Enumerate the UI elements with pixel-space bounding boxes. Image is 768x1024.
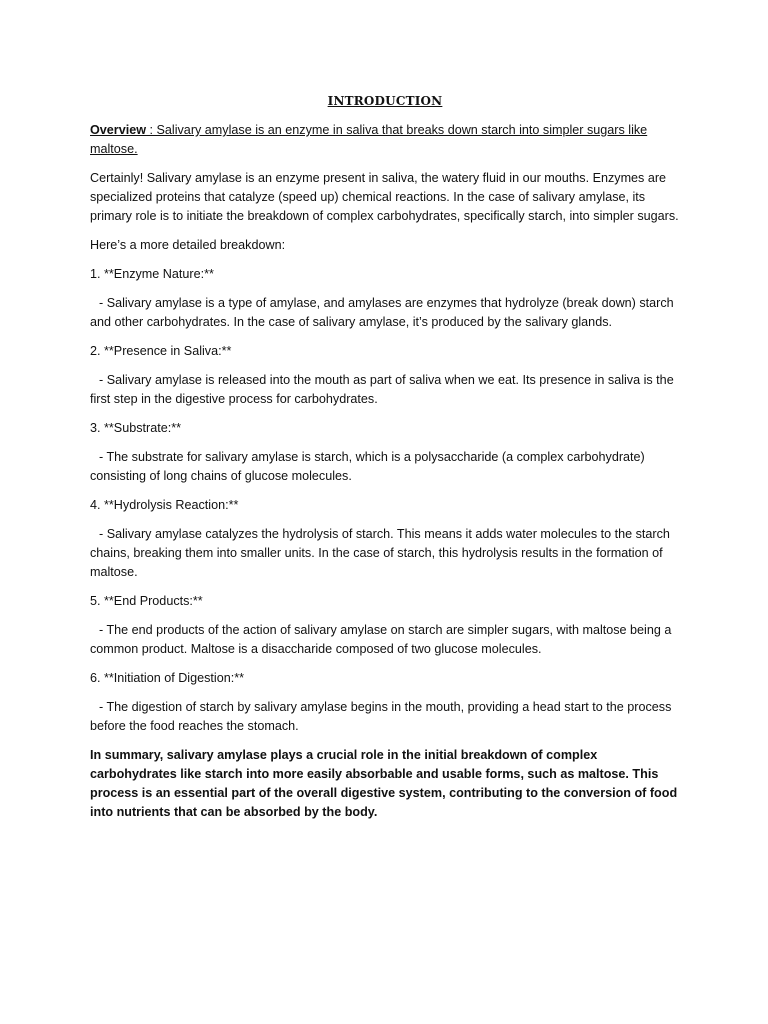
item-body: - The substrate for salivary amylase is starch, which is a polysaccharide (a complex carbohydrate) consisting of long chains of glucose molecules. [90,450,645,483]
item-body: - The digestion of starch by salivary amylase begins in the mouth, providing a head start to the process before the food reaches the stomach. [90,700,672,733]
item-body: - Salivary amylase catalyzes the hydrolysis of starch. This means it adds water molecules to the starch chains, breaking them into smaller units. In the case of starch, this hydrolysis results in the formation of maltose. [90,527,670,579]
breakdown-item-5 [90,592,680,659]
breakdown-item-3 [90,419,680,486]
item-heading: 6. **Initiation of Digestion:** [90,671,245,685]
item-heading: 3. **Substrate:** [90,421,182,435]
item-heading: 1. **Enzyme Nature:** [90,267,214,281]
item-body: - Salivary amylase is a type of amylase, and amylases are enzymes that hydrolyze (break down) starch and other carbohydrates. In the case of salivary amylase, it’s produced by the salivary glands. [90,296,674,329]
summary-paragraph: In summary, salivary amylase plays a crucial role in the initial breakdown of complex carbohydrates like starch into more easily absorbable and usable forms, such as maltose. This process is an essential part of the overall digestive system, contributing to the conversion of food into nutrients that can be absorbed by the body. [90,748,678,819]
item-body: - The end products of the action of salivary amylase on starch are simpler sugars, with maltose being a common product. Maltose is a disaccharide composed of two glucose molecules. [90,623,672,656]
breakdown-item-1 [90,265,680,332]
item-heading: 2. **Presence in Saliva:** [90,344,232,358]
breakdown-item-6 [90,669,680,736]
overview-label: Overview [90,123,147,137]
document-content [90,92,680,822]
item-body: - Salivary amylase is released into the mouth as part of saliva when we eat. Its presence in saliva is the first step in the digestive process for carbohydrates. [90,373,674,406]
item-heading: 4. **Hydrolysis Reaction:** [90,498,239,512]
breakdown-item-2 [90,342,680,409]
breakdown-item-4 [90,496,680,582]
breakdown-intro: Here’s a more detailed breakdown: [90,238,286,252]
item-heading: 5. **End Products:** [90,594,203,608]
intro-paragraph: Certainly! Salivary amylase is an enzyme present in saliva, the watery fluid in our mouths. Enzymes are specialized proteins that catalyze (speed up) chemical reactions. In the case of salivary amylase, its primary role is to initiate the breakdown of complex carbohydrates, specifically starch, into simpler sugars. [90,171,679,223]
document-title: INTRODUCTION [327,94,443,108]
overview-line [90,121,680,159]
overview-text: : Salivary amylase is an enzyme in saliva that breaks down starch into simpler sugars like maltose. [90,123,648,156]
